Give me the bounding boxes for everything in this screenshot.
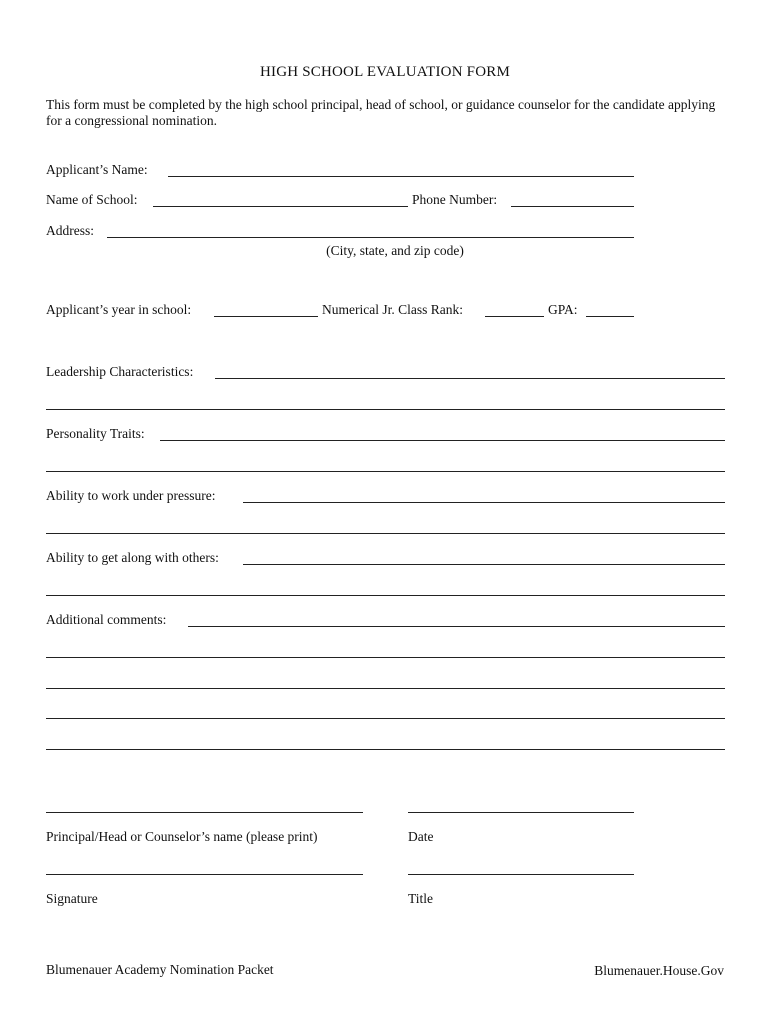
counselor-name-label: Principal/Head or Counselor’s name (please print) xyxy=(46,829,318,844)
leadership-field-line-2[interactable] xyxy=(46,409,725,410)
pressure-label: Ability to work under pressure: xyxy=(46,488,216,503)
pressure-field[interactable] xyxy=(243,502,725,503)
address-label: Address: xyxy=(46,223,94,238)
get-along-label: Ability to get along with others: xyxy=(46,550,219,565)
form-instructions: This form must be completed by the high school principal, head of school, or guidance counselor for the candidate applying for a congressional nomination. xyxy=(46,97,716,128)
comments-field-line-4[interactable] xyxy=(46,718,725,719)
address-hint: (City, state, and zip code) xyxy=(326,243,464,258)
title-field[interactable] xyxy=(408,874,634,875)
personality-label: Personality Traits: xyxy=(46,426,145,441)
title-label: Title xyxy=(408,891,434,906)
leadership-label: Leadership Characteristics: xyxy=(46,364,194,379)
signature-label: Signature xyxy=(46,891,98,906)
gpa-label: GPA: xyxy=(548,302,578,317)
phone-number-field[interactable] xyxy=(511,206,634,207)
form-title: HIGH SCHOOL EVALUATION FORM xyxy=(260,64,510,80)
footer-packet-name: Blumenauer Academy Nomination Packet xyxy=(46,962,274,977)
personality-field[interactable] xyxy=(160,440,725,441)
school-name-label: Name of School: xyxy=(46,192,138,207)
personality-field-line-2[interactable] xyxy=(46,471,725,472)
class-rank-field[interactable] xyxy=(485,316,544,317)
get-along-field[interactable] xyxy=(243,564,725,565)
signature-field[interactable] xyxy=(46,874,363,875)
comments-field-line-2[interactable] xyxy=(46,657,725,658)
year-in-school-label: Applicant’s year in school: xyxy=(46,302,192,317)
comments-field-line-3[interactable] xyxy=(46,688,725,689)
address-field[interactable] xyxy=(107,237,634,238)
comments-field-line-5[interactable] xyxy=(46,749,725,750)
date-field[interactable] xyxy=(408,812,634,813)
comments-field[interactable] xyxy=(188,626,725,627)
footer-website: Blumenauer.House.Gov xyxy=(594,963,724,978)
class-rank-label: Numerical Jr. Class Rank: xyxy=(322,302,463,317)
year-in-school-field[interactable] xyxy=(214,316,318,317)
applicant-name-field[interactable] xyxy=(168,176,634,177)
counselor-name-field[interactable] xyxy=(46,812,363,813)
applicant-name-label: Applicant’s Name: xyxy=(46,162,148,177)
phone-number-label: Phone Number: xyxy=(412,192,498,207)
pressure-field-line-2[interactable] xyxy=(46,533,725,534)
date-label: Date xyxy=(408,829,434,844)
comments-label: Additional comments: xyxy=(46,612,167,627)
school-name-field[interactable] xyxy=(153,206,408,207)
gpa-field[interactable] xyxy=(586,316,634,317)
get-along-field-line-2[interactable] xyxy=(46,595,725,596)
leadership-field[interactable] xyxy=(215,378,725,379)
